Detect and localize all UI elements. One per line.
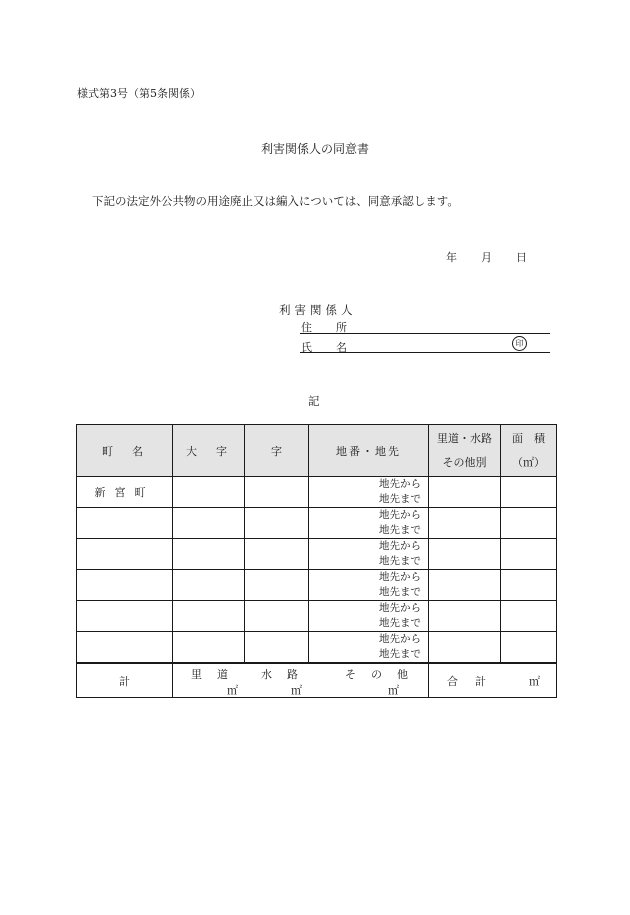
cell-area[interactable] [501, 570, 557, 601]
header-oaza: 大 字 [173, 425, 245, 477]
table-total-row [77, 663, 557, 698]
cell-chiban[interactable] [309, 508, 429, 539]
address-field-line[interactable] [300, 333, 550, 334]
table-row [77, 477, 557, 508]
cell-aza[interactable] [245, 477, 309, 508]
header-town: 町 名 [77, 425, 173, 477]
cell-chiban[interactable] [309, 632, 429, 664]
header-chiban: 地番・地先 [309, 425, 429, 477]
range-to: 地先まで [379, 555, 421, 567]
name-field-line[interactable] [300, 352, 550, 353]
cell-chiban[interactable] [309, 601, 429, 632]
total-breakdown-cell[interactable] [173, 663, 429, 698]
grand-total-unit: ㎡ [529, 675, 540, 688]
table-row [77, 601, 557, 632]
header-type-line1: 里道・水路 [437, 431, 492, 445]
address-label-char-1: 住 [301, 321, 312, 334]
total-breakdown [173, 664, 428, 697]
total-sonota-label: そ の 他 [345, 668, 410, 681]
document-title: 利害関係人の同意書 [260, 142, 369, 156]
name-label-char-1: 氏 [301, 341, 312, 354]
header-area [501, 425, 557, 477]
cell-town[interactable] [77, 570, 173, 601]
header-type [429, 425, 501, 477]
header-aza: 字 [245, 425, 309, 477]
header-area-line2: （㎡） [512, 455, 545, 469]
table-row [77, 508, 557, 539]
table-row [77, 632, 557, 664]
form-number: 様式第3号（第5条関係） [77, 87, 201, 100]
cell-type[interactable] [429, 601, 501, 632]
total-sonota-unit: ㎡ [388, 684, 399, 697]
cell-chiban[interactable] [309, 477, 429, 508]
total-satomichi-unit: ㎡ [227, 684, 238, 697]
cell-town[interactable] [77, 508, 173, 539]
cell-aza[interactable] [245, 570, 309, 601]
total-label: 計 [77, 663, 173, 698]
grand-total [429, 664, 556, 697]
grand-total-label: 合 計 [447, 675, 489, 688]
cell-town[interactable] [77, 539, 173, 570]
range-to: 地先まで [379, 648, 421, 660]
table-header-row [77, 425, 557, 477]
seal-mark: 印 [512, 336, 527, 351]
range-from: 地先から [379, 571, 421, 583]
cell-type[interactable] [429, 570, 501, 601]
cell-oaza[interactable] [173, 508, 245, 539]
cell-area[interactable] [501, 477, 557, 508]
cell-area[interactable] [501, 601, 557, 632]
cell-type[interactable] [429, 477, 501, 508]
range-from: 地先から [379, 478, 421, 490]
cell-type[interactable] [429, 632, 501, 664]
total-suiro-label: 水 路 [261, 668, 300, 681]
cell-area[interactable] [501, 508, 557, 539]
cell-area[interactable] [501, 539, 557, 570]
date-month-label: 月 [481, 251, 492, 264]
consent-table [76, 424, 557, 698]
ki-heading: 記 [308, 394, 320, 408]
cell-aza[interactable] [245, 632, 309, 664]
address-label-char-2: 所 [336, 321, 347, 334]
table-row [77, 539, 557, 570]
cell-type[interactable] [429, 539, 501, 570]
cell-type[interactable] [429, 508, 501, 539]
range-to: 地先まで [379, 524, 421, 536]
range-to: 地先まで [379, 617, 421, 629]
date-year-label: 年 [446, 251, 457, 264]
range-to: 地先まで [379, 493, 421, 505]
date-day-label: 日 [516, 251, 527, 264]
cell-oaza[interactable] [173, 632, 245, 664]
cell-aza[interactable] [245, 601, 309, 632]
range-from: 地先から [379, 602, 421, 614]
range-from: 地先から [379, 633, 421, 645]
grand-total-cell[interactable] [429, 663, 557, 698]
cell-town[interactable]: 新宮町 [77, 477, 173, 508]
range-from: 地先から [379, 509, 421, 521]
cell-oaza[interactable] [173, 539, 245, 570]
header-area-line1: 面 積 [512, 431, 545, 445]
total-suiro-unit: ㎡ [291, 684, 302, 697]
cell-aza[interactable] [245, 508, 309, 539]
cell-chiban[interactable] [309, 570, 429, 601]
cell-chiban[interactable] [309, 539, 429, 570]
header-type-line2: その他別 [442, 455, 487, 469]
cell-town[interactable] [77, 601, 173, 632]
total-satomichi-label: 里 道 [191, 668, 230, 681]
consent-statement: 下記の法定外公共物の用途廃止又は編入については、同意承認します。 [92, 194, 459, 208]
cell-area[interactable] [501, 632, 557, 664]
cell-oaza[interactable] [173, 477, 245, 508]
interested-party-heading: 利害関係人 [279, 303, 357, 317]
table-row [77, 570, 557, 601]
name-label-char-2: 名 [336, 341, 347, 354]
range-to: 地先まで [379, 586, 421, 598]
cell-oaza[interactable] [173, 570, 245, 601]
range-from: 地先から [379, 540, 421, 552]
cell-aza[interactable] [245, 539, 309, 570]
cell-town[interactable] [77, 632, 173, 664]
cell-oaza[interactable] [173, 601, 245, 632]
